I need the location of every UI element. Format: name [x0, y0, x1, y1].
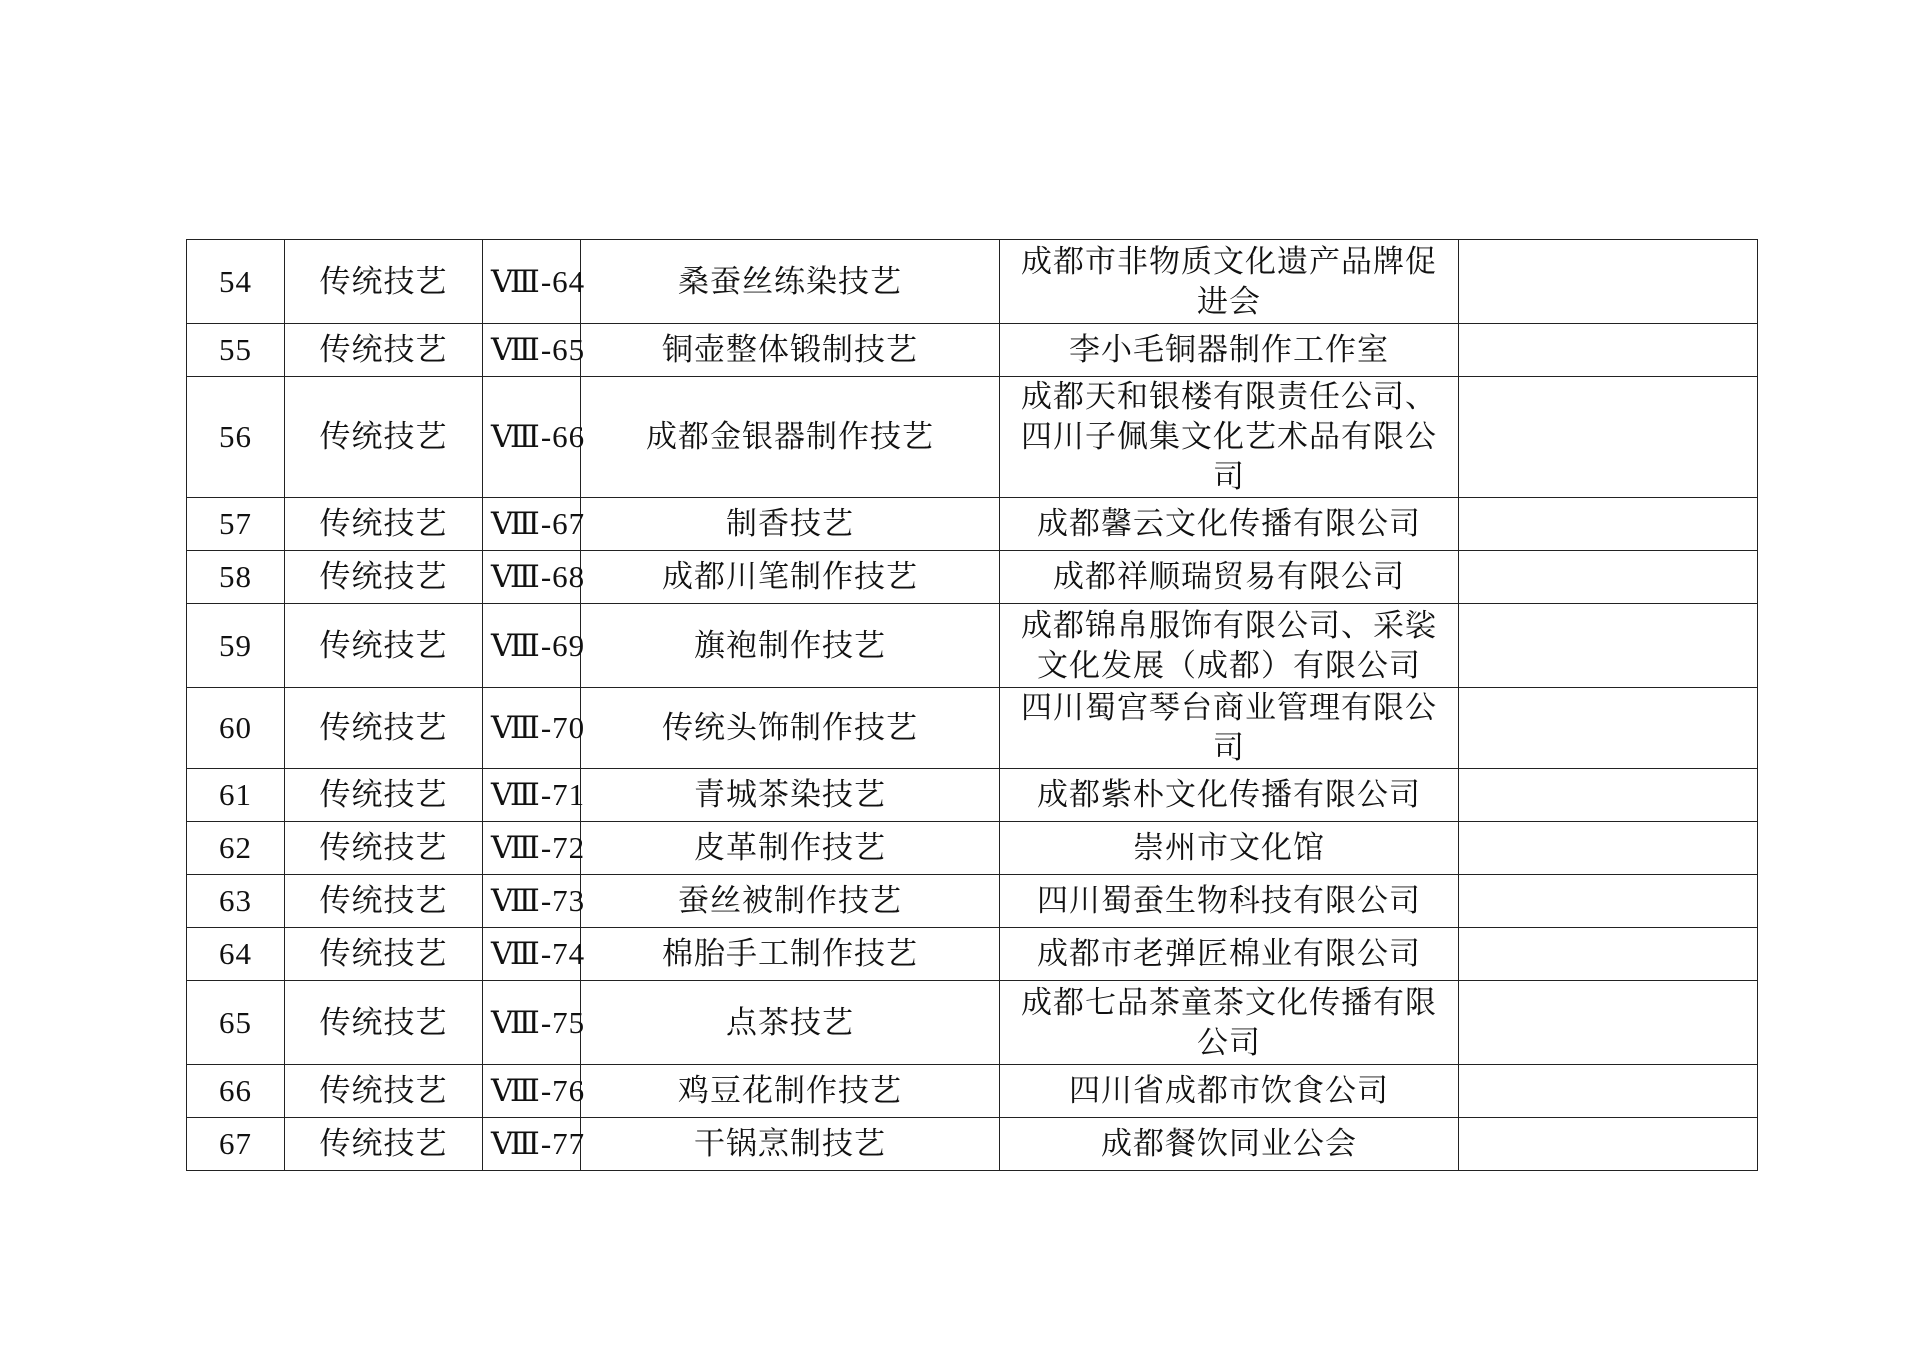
project-code-cell: Ⅷ-72 — [483, 822, 581, 875]
note-cell — [1459, 822, 1758, 875]
project-code-cell: Ⅷ-68 — [483, 551, 581, 604]
project-code-cell: Ⅷ-73 — [483, 875, 581, 928]
row-number: 65 — [187, 981, 285, 1065]
project-name-cell: 青城茶染技艺 — [581, 769, 1000, 822]
table-row — [187, 604, 1758, 688]
project-name-cell: 桑蚕丝练染技艺 — [581, 240, 1000, 324]
protection-unit-cell: 成都餐饮同业公会 — [1000, 1118, 1459, 1171]
row-number: 62 — [187, 822, 285, 875]
row-number: 61 — [187, 769, 285, 822]
protection-unit-cell: 四川蜀蚕生物科技有限公司 — [1000, 875, 1459, 928]
note-cell — [1459, 604, 1758, 688]
protection-unit-cell: 成都七品茶童茶文化传播有限公司 — [1000, 981, 1459, 1065]
table-row — [187, 875, 1758, 928]
row-number: 58 — [187, 551, 285, 604]
project-code-cell: Ⅷ-71 — [483, 769, 581, 822]
project-name-cell: 成都川笔制作技艺 — [581, 551, 1000, 604]
project-code-cell: Ⅷ-74 — [483, 928, 581, 981]
project-code-cell: Ⅷ-70 — [483, 688, 581, 769]
protection-unit-cell: 李小毛铜器制作工作室 — [1000, 324, 1459, 377]
category-cell: 传统技艺 — [285, 875, 483, 928]
project-name-cell: 皮革制作技艺 — [581, 822, 1000, 875]
category-cell: 传统技艺 — [285, 551, 483, 604]
project-name-cell: 旗袍制作技艺 — [581, 604, 1000, 688]
project-name-cell: 点茶技艺 — [581, 981, 1000, 1065]
category-cell: 传统技艺 — [285, 981, 483, 1065]
project-name-cell: 鸡豆花制作技艺 — [581, 1065, 1000, 1118]
table-row — [187, 1065, 1758, 1118]
project-name-cell: 干锅烹制技艺 — [581, 1118, 1000, 1171]
project-name-cell: 成都金银器制作技艺 — [581, 377, 1000, 498]
row-number: 55 — [187, 324, 285, 377]
row-number: 67 — [187, 1118, 285, 1171]
note-cell — [1459, 240, 1758, 324]
note-cell — [1459, 1118, 1758, 1171]
project-name-cell: 蚕丝被制作技艺 — [581, 875, 1000, 928]
protection-unit-cell: 成都市非物质文化遗产品牌促进会 — [1000, 240, 1459, 324]
protection-unit-cell: 成都锦帛服饰有限公司、采裟文化发展（成都）有限公司 — [1000, 604, 1459, 688]
table-row — [187, 688, 1758, 769]
project-code-cell: Ⅷ-69 — [483, 604, 581, 688]
row-number: 59 — [187, 604, 285, 688]
protection-unit-cell: 成都天和银楼有限责任公司、四川子佩集文化艺术品有限公司 — [1000, 377, 1459, 498]
protection-unit-cell: 四川蜀宫琴台商业管理有限公司 — [1000, 688, 1459, 769]
protection-unit-cell: 成都紫朴文化传播有限公司 — [1000, 769, 1459, 822]
table-row — [187, 1118, 1758, 1171]
note-cell — [1459, 769, 1758, 822]
category-cell: 传统技艺 — [285, 769, 483, 822]
project-code-cell: Ⅷ-75 — [483, 981, 581, 1065]
protection-unit-cell: 四川省成都市饮食公司 — [1000, 1065, 1459, 1118]
category-cell: 传统技艺 — [285, 377, 483, 498]
note-cell — [1459, 377, 1758, 498]
row-number: 56 — [187, 377, 285, 498]
row-number: 66 — [187, 1065, 285, 1118]
note-cell — [1459, 928, 1758, 981]
table-row — [187, 928, 1758, 981]
project-name-cell: 制香技艺 — [581, 498, 1000, 551]
project-code-cell: Ⅷ-67 — [483, 498, 581, 551]
protection-unit-cell: 崇州市文化馆 — [1000, 822, 1459, 875]
note-cell — [1459, 981, 1758, 1065]
category-cell: 传统技艺 — [285, 1118, 483, 1171]
table-row — [187, 981, 1758, 1065]
table-body — [187, 240, 1758, 1171]
table-row — [187, 822, 1758, 875]
table-row — [187, 769, 1758, 822]
project-name-cell: 传统头饰制作技艺 — [581, 688, 1000, 769]
protection-unit-cell: 成都祥顺瑞贸易有限公司 — [1000, 551, 1459, 604]
category-cell: 传统技艺 — [285, 1065, 483, 1118]
category-cell: 传统技艺 — [285, 688, 483, 769]
table-row — [187, 324, 1758, 377]
note-cell — [1459, 875, 1758, 928]
project-code-cell: Ⅷ-65 — [483, 324, 581, 377]
note-cell — [1459, 551, 1758, 604]
note-cell — [1459, 324, 1758, 377]
table-row — [187, 498, 1758, 551]
project-code-cell: Ⅷ-76 — [483, 1065, 581, 1118]
row-number: 57 — [187, 498, 285, 551]
row-number: 63 — [187, 875, 285, 928]
row-number: 64 — [187, 928, 285, 981]
table-row — [187, 377, 1758, 498]
protection-unit-cell: 成都市老弹匠棉业有限公司 — [1000, 928, 1459, 981]
category-cell: 传统技艺 — [285, 324, 483, 377]
note-cell — [1459, 688, 1758, 769]
category-cell: 传统技艺 — [285, 822, 483, 875]
heritage-project-table — [186, 239, 1758, 1171]
category-cell: 传统技艺 — [285, 928, 483, 981]
row-number: 60 — [187, 688, 285, 769]
category-cell: 传统技艺 — [285, 240, 483, 324]
project-code-cell: Ⅷ-66 — [483, 377, 581, 498]
category-cell: 传统技艺 — [285, 498, 483, 551]
note-cell — [1459, 498, 1758, 551]
category-cell: 传统技艺 — [285, 604, 483, 688]
protection-unit-cell: 成都馨云文化传播有限公司 — [1000, 498, 1459, 551]
table-row — [187, 240, 1758, 324]
row-number: 54 — [187, 240, 285, 324]
project-code-cell: Ⅷ-64 — [483, 240, 581, 324]
table-row — [187, 551, 1758, 604]
note-cell — [1459, 1065, 1758, 1118]
project-name-cell: 棉胎手工制作技艺 — [581, 928, 1000, 981]
project-code-cell: Ⅷ-77 — [483, 1118, 581, 1171]
project-name-cell: 铜壶整体锻制技艺 — [581, 324, 1000, 377]
